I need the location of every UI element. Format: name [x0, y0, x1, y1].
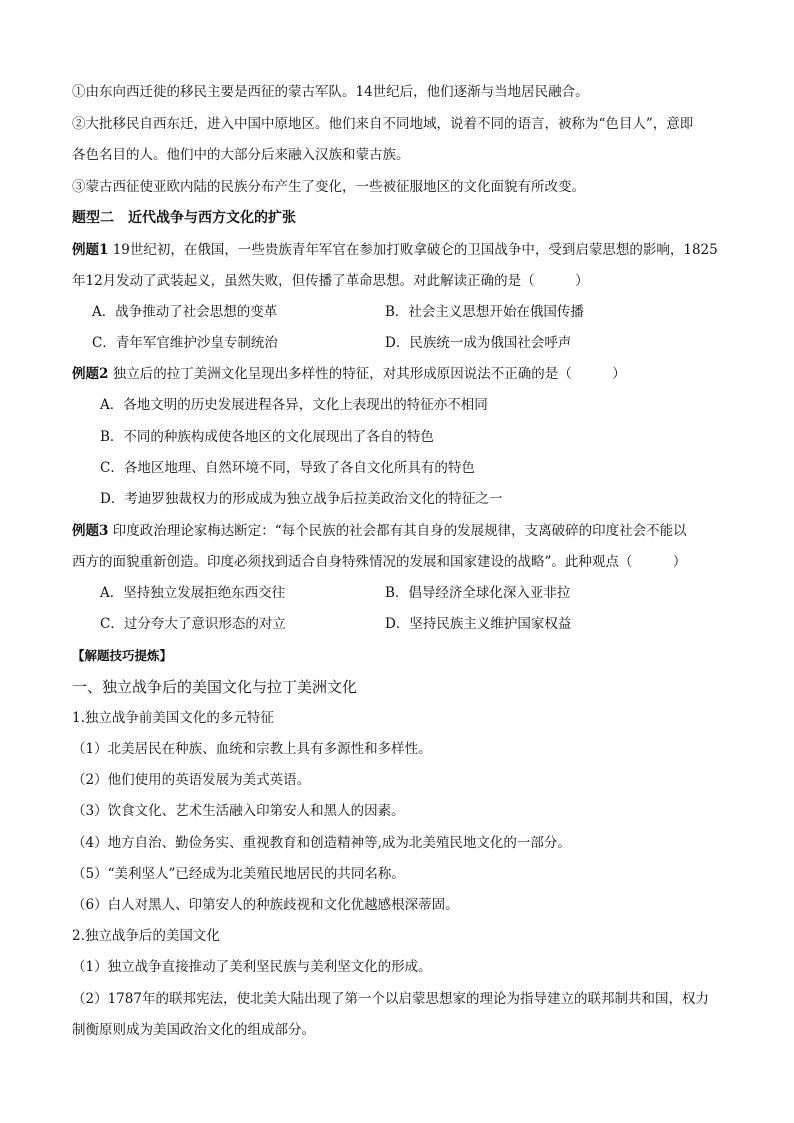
example-3-option-d: D．坚持民族主义维护国家权益: [385, 616, 572, 632]
example-3-option-a: A．坚持独立发展拒绝东西交往: [100, 585, 286, 601]
subsection-1-item-5: （5）“美利坚人”已经成为北美殖民地居民的共同名称。: [72, 866, 405, 882]
example-1-label: 例题1: [72, 242, 109, 258]
example-2-option-a: A．各地文明的历史发展进程各异，文化上表现出的特征亦不相同: [100, 397, 488, 413]
type2-heading: 题型二 近代战争与西方文化的扩张: [72, 210, 296, 226]
subsection-2-item-2-continued: 制衡原则成为美国政治文化的组成部分。: [72, 1022, 315, 1038]
example-3-option-c: C．过分夸大了意识形态的对立: [100, 616, 286, 632]
example-2-option-c: C．各地区地理、自然环境不同，导致了各自文化所具有的特色: [100, 460, 475, 476]
example-2-label: 例题2: [72, 366, 109, 382]
intro-paragraph-3: ③蒙古西征使亚欧内陆的民族分布产生了变化，一些被征服地区的文化面貌有所改变。: [72, 179, 585, 195]
intro-paragraph-1: ①由东向西迁徙的移民主要是西征的蒙古军队。14世纪后，他们逐渐与当地居民融合。: [72, 84, 589, 100]
subsection-1-item-3: （3）饮食文化、艺术生活融入印第安人和黑人的因素。: [72, 803, 405, 819]
example-3-option-b: B．倡导经济全球化深入亚非拉: [385, 585, 571, 601]
subsection-1-item-1: （1）北美居民在种族、血统和宗教上具有多源性和多样性。: [72, 741, 432, 757]
example-1-option-c: C．青年军官维护沙皇专制统治: [92, 335, 278, 351]
example-2-line-1: [72, 364, 626, 384]
subsection-2-item-1: （1）独立战争直接推动了美利坚民族与美利坚文化的形成。: [72, 959, 432, 975]
example-1-line-1: [72, 240, 718, 260]
example-3-line-1: [72, 521, 687, 541]
example-2-option-d: D．考迪罗独裁权力的形成成为独立战争后拉美政治文化的特征之一: [100, 491, 503, 507]
subsection-1-item-4: （4）地方自治、勤俭务实、重视教育和创造精神等,成为北美殖民地文化的一部分。: [72, 835, 571, 851]
example-1-option-d: D．民族统一成为俄国社会呼声: [385, 335, 572, 351]
example-1-option-a: A．战争推动了社会思想的变革: [92, 304, 278, 320]
example-1-text: 19世纪初，在俄国，一些贵族青年军官在参加打败拿破仑的卫国战争中，受到启蒙思想的影响，1825: [108, 242, 718, 258]
example-2-option-b: B．不同的种族构成使各地区的文化展现出了各自的特色: [100, 429, 434, 445]
intro-paragraph-2-line-1: ②大批移民自西东迁，进入中国中原地区。他们来自不同地域，说着不同的语言，被称为“色目人”，意即: [72, 116, 694, 132]
intro-paragraph-2-line-2: 各色名目的人。他们中的大部分后来融入汉族和蒙古族。: [72, 147, 410, 163]
example-3-line-2: 西方的面貌重新创造。印度必须找到适合自身特殊情况的发展和国家建设的战略”。此种观点（ ）: [72, 554, 687, 570]
subsection-2-title: 2.独立战争后的美国文化: [72, 928, 220, 944]
example-3-text: 印度政治理论家梅达断定：“每个民族的社会都有其自身的发展规律，支离破碎的印度社会不能以: [108, 523, 687, 539]
example-3-label: 例题3: [72, 523, 109, 539]
subsection-1-title: 1.独立战争前美国文化的多元特征: [72, 710, 274, 726]
subsection-1-item-2: （2）他们使用的英语发展为美式英语。: [72, 772, 311, 788]
example-2-text: 独立后的拉丁美洲文化呈现出多样性的特征，对其形成原因说法不正确的是（ ）: [108, 366, 626, 382]
section-1-title: 一、独立战争后的美国文化与拉丁美洲文化: [72, 678, 358, 696]
tips-heading: 【解题技巧提炼】: [72, 648, 173, 663]
subsection-1-item-6: （6）白人对黑人、印第安人的种族歧视和文化优越感根深蒂固。: [72, 897, 459, 913]
example-1-option-b: B．社会主义思想开始在俄国传播: [385, 304, 584, 320]
subsection-2-item-2: （2）1787年的联邦宪法，使北美大陆出现了第一个以启蒙思想家的理论为指导建立的联邦制共和国，权力: [72, 991, 709, 1007]
example-1-line-2: 年12月发动了武装起义，虽然失败，但传播了革命思想。对此解读正确的是（ ）: [72, 273, 589, 289]
